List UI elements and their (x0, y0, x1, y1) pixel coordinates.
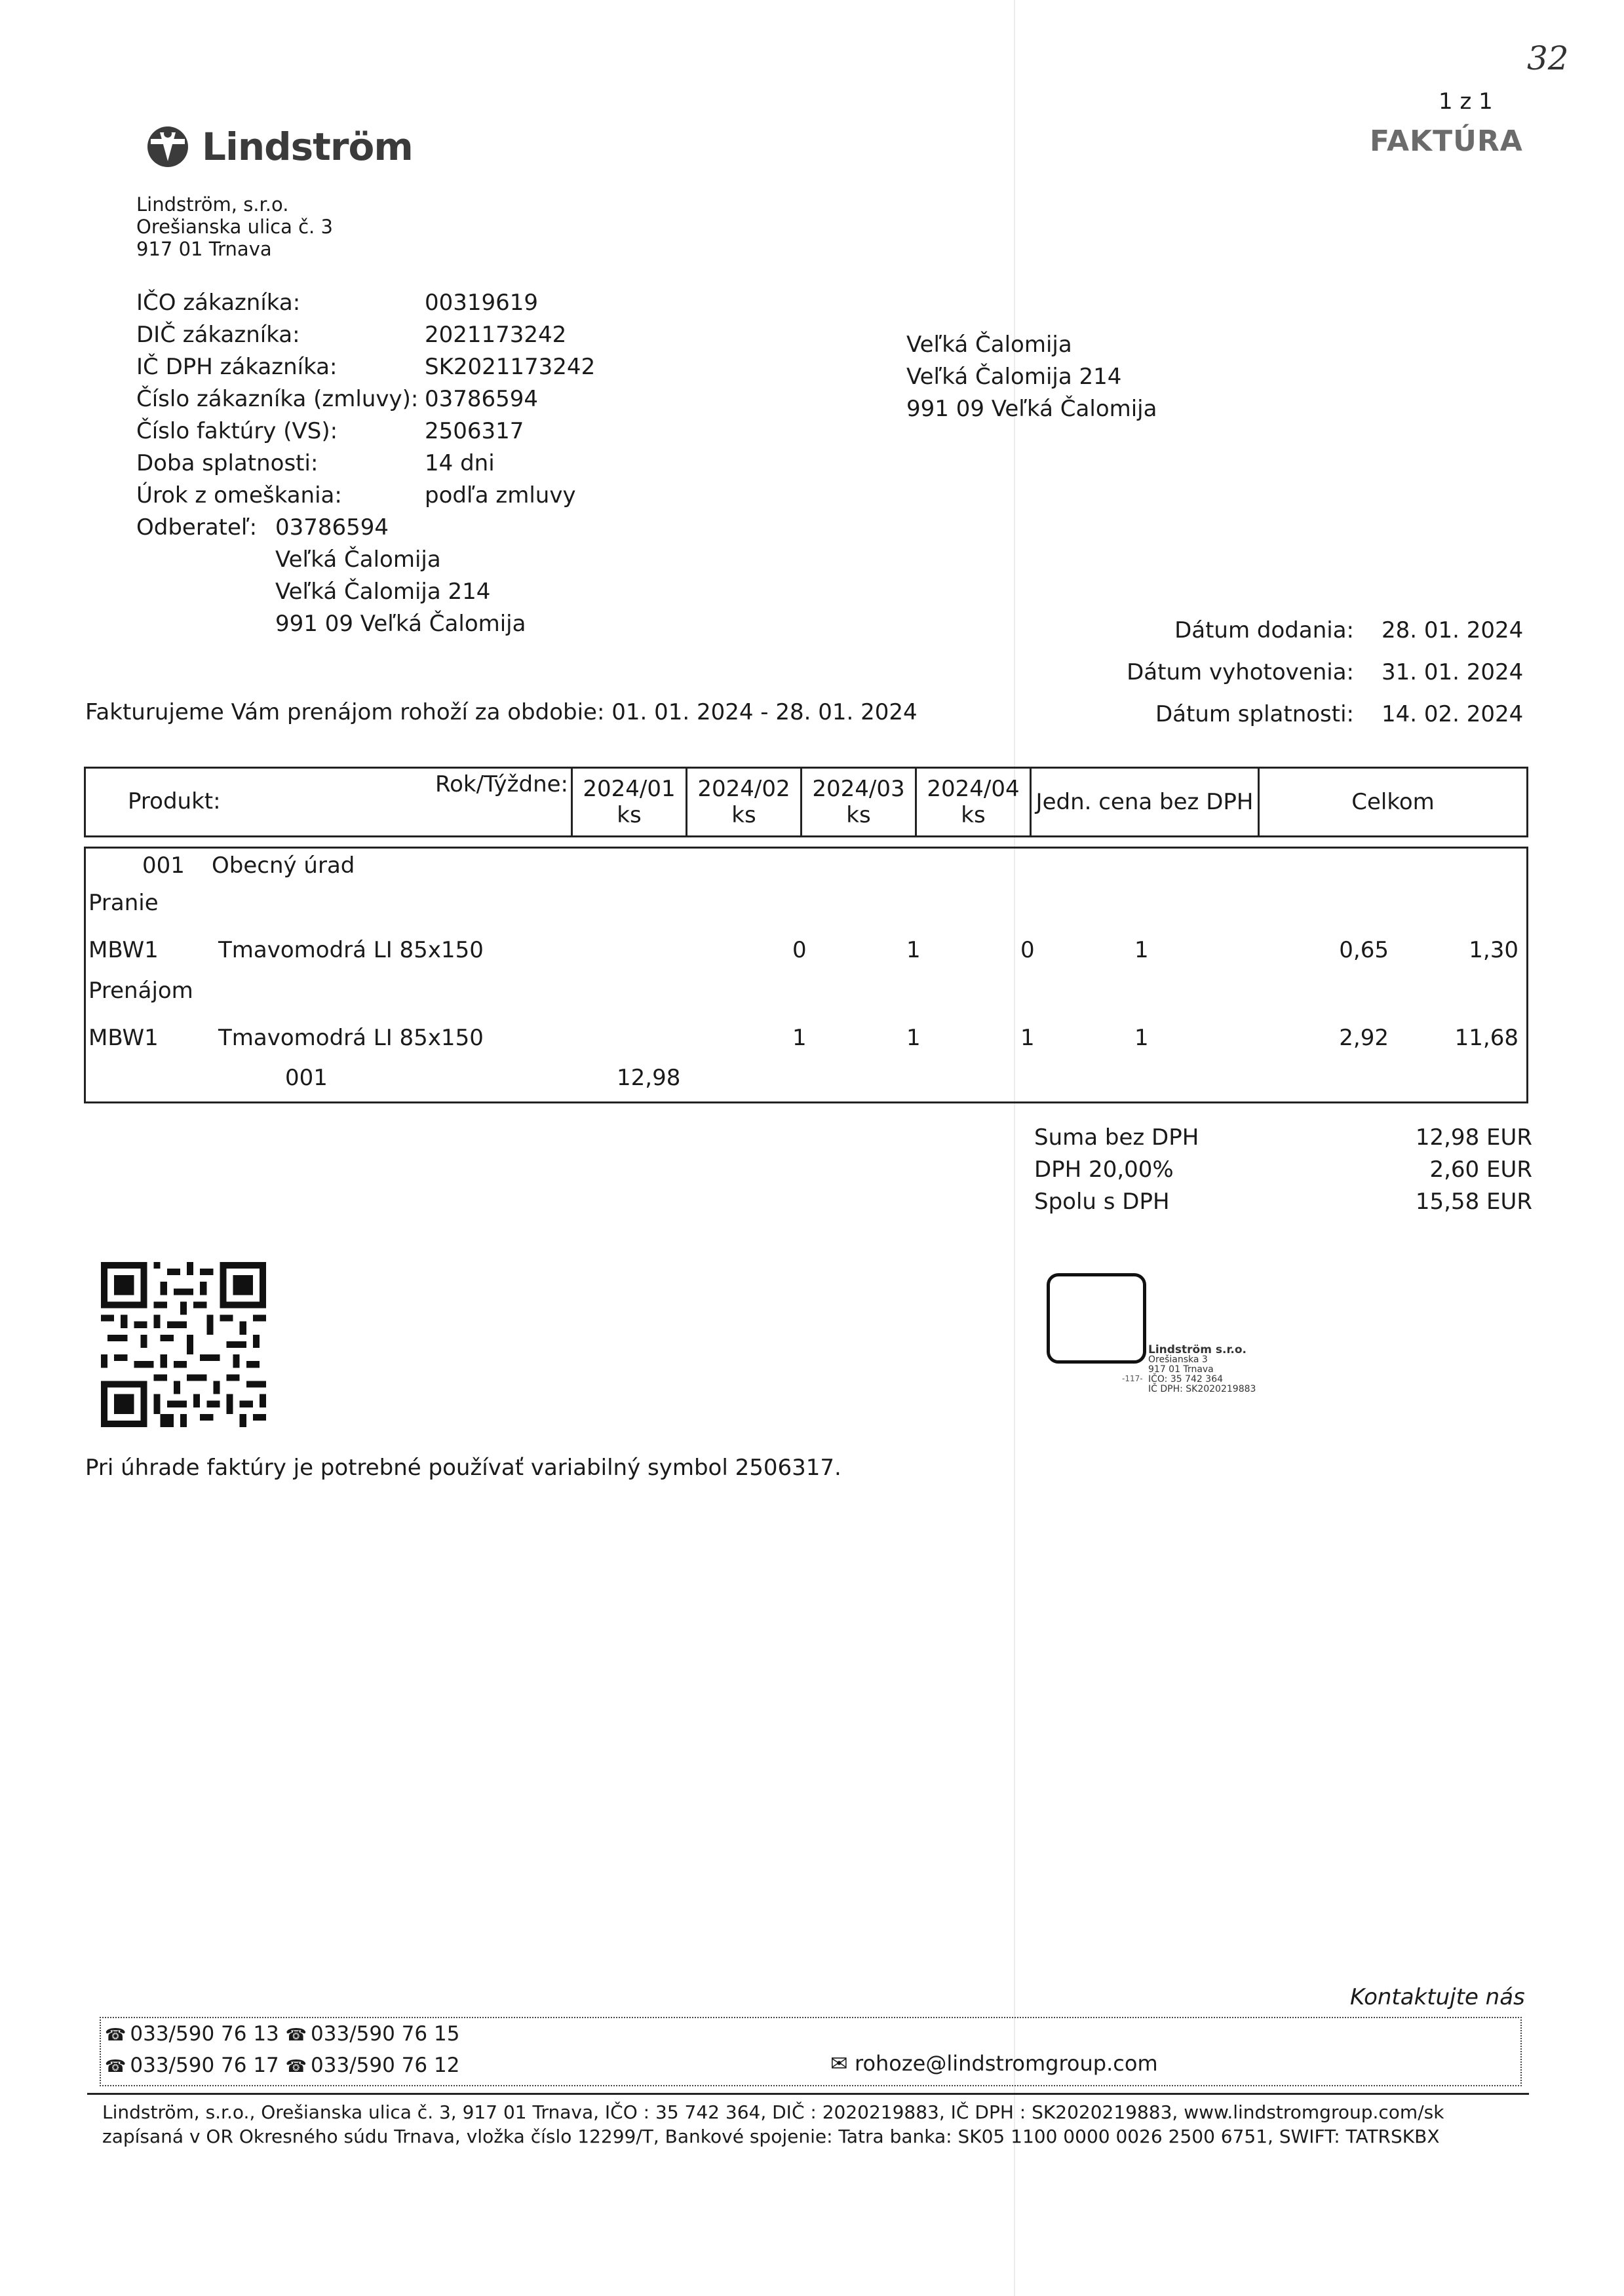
item-unit-price: 0,65 (1339, 937, 1389, 963)
buyer-city: 991 09 Veľká Čalomija (275, 611, 526, 637)
date-label: Dátum dodania: (1174, 617, 1354, 643)
company-stamp-text (1148, 1345, 1256, 1394)
phone-number: 033/590 76 15 (311, 2022, 460, 2046)
item-qty: 1 (792, 1025, 807, 1051)
item-qty: 1 (906, 937, 921, 963)
header-product: Produkt: (128, 788, 221, 814)
header-unit: ks (961, 802, 986, 828)
customer-field-value: SK2021173242 (425, 354, 596, 380)
header-week-cell (802, 768, 916, 837)
header-week: 2024/01 (583, 776, 676, 802)
customer-field-value: 14 dni (425, 450, 495, 476)
section-title: Prenájom (88, 978, 193, 1004)
phone-row (105, 2054, 459, 2077)
footer-line: Lindström, s.r.o., Orešianska ulica č. 3, 917 01 Trnava, IČO : 35 742 364, DIČ : 2020219883, IČ DPH : SK2020219883, www.lindstromgroup.com/sk (102, 2101, 1444, 2123)
header-unit: ks (617, 802, 642, 828)
summary-value: 2,60 EUR (1429, 1157, 1532, 1183)
customer-field-label: Doba splatnosti: (136, 450, 319, 476)
item-code: MBW1 (88, 937, 159, 963)
seller-address (136, 193, 333, 260)
header-week-cell (687, 768, 802, 837)
customer-field-label: IČO zákazníka: (136, 290, 301, 316)
buyer-number: 03786594 (275, 514, 389, 541)
item-qty: 1 (1020, 1025, 1035, 1051)
customer-field-value: 00319619 (425, 290, 539, 316)
customer-field-label: IČ DPH zákazníka: (136, 354, 338, 380)
header-week: 2024/03 (812, 776, 905, 802)
customer-field-label: Úrok z omeškania: (136, 482, 342, 508)
payment-note: Pri úhrade faktúry je potrebné používať variabilný symbol 2506317. (85, 1455, 841, 1481)
summary-label: DPH 20,00% (1034, 1157, 1174, 1183)
stamp-line: Orešianska 3 (1148, 1354, 1208, 1365)
summary-value: 12,98 EUR (1415, 1124, 1532, 1151)
stamp-line: IČ DPH: SK2020219883 (1148, 1384, 1256, 1394)
stamp-side-mark: -117- (1122, 1374, 1143, 1383)
address-street: Veľká Čalomija 214 (906, 364, 1122, 390)
header-total: Celkom (1259, 768, 1528, 837)
customer-field-label: DIČ zákazníka: (136, 322, 300, 348)
buyer-name: Veľká Čalomija (275, 546, 441, 573)
lindstrom-logo-icon (145, 124, 190, 169)
address-city: 991 09 Veľká Čalomija (906, 396, 1157, 422)
subtotal-code: 001 (285, 1065, 328, 1091)
summary-label: Suma bez DPH (1034, 1124, 1199, 1151)
customer-field-label: Číslo faktúry (VS): (136, 418, 338, 444)
header-year-week: Rok/Týždne: (435, 771, 568, 797)
date-value: 31. 01. 2024 (1382, 659, 1524, 685)
seller-street: Orešianska ulica č. 3 (136, 216, 333, 238)
item-description: Tmavomodrá LI 85x150 (218, 937, 484, 963)
items-table-body (84, 847, 1528, 1103)
footer-company-info (102, 2100, 1444, 2149)
summary-value: 15,58 EUR (1415, 1189, 1532, 1215)
buyer-label: Odberateľ: (136, 514, 258, 541)
handwritten-page-mark: 32 (1527, 39, 1569, 77)
stamp-line: IČO: 35 742 364 (1148, 1374, 1224, 1385)
page-number: 1 z 1 (1439, 88, 1493, 115)
billing-period-text: Fakturujeme Vám prenájom rohoží za obdobie: 01. 01. 2024 - 28. 01. 2024 (85, 699, 918, 725)
company-stamp-frame (1047, 1273, 1146, 1364)
stamp-line: 917 01 Trnava (1148, 1364, 1214, 1375)
summary-label: Spolu s DPH (1034, 1189, 1170, 1215)
header-week-cell (572, 768, 687, 837)
header-week-cell (916, 768, 1031, 837)
seller-city: 917 01 Trnava (136, 238, 272, 260)
item-qty: 1 (906, 1025, 921, 1051)
phone-number: 033/590 76 13 (130, 2022, 279, 2046)
phone-icon: ☎ (285, 2057, 307, 2076)
items-table-header (84, 767, 1528, 837)
item-qty: 0 (792, 937, 807, 963)
customer-field-label: Číslo zákazníka (zmluvy): (136, 386, 419, 412)
date-label: Dátum splatnosti: (1155, 701, 1354, 727)
delivery-address (906, 329, 1157, 425)
section-title: Pranie (88, 890, 159, 916)
date-value: 14. 02. 2024 (1382, 701, 1524, 727)
seller-name: Lindström, s.r.o. (136, 193, 289, 216)
date-value: 28. 01. 2024 (1382, 617, 1524, 643)
location-name: Obecný úrad (212, 852, 355, 879)
item-total: 11,68 (1454, 1025, 1518, 1051)
footer-line: zapísaná v OR Okresného súdu Trnava, vložka číslo 12299/T, Bankové spojenie: Tatra banka: SK05 1100 0000 0026 2500 6751, SWIFT: TATRSKBX (102, 2126, 1440, 2147)
phone-icon: ☎ (105, 2057, 126, 2076)
item-code: MBW1 (88, 1025, 159, 1051)
phone-icon: ☎ (105, 2025, 126, 2045)
header-week: 2024/04 (927, 776, 1020, 802)
header-week: 2024/02 (697, 776, 790, 802)
customer-field-value: podľa zmluvy (425, 482, 576, 508)
contact-title: Kontaktujte nás (1350, 1984, 1525, 2010)
company-logo (145, 124, 413, 169)
footer-divider (87, 2093, 1529, 2095)
subtotal-amount: 12,98 (617, 1065, 681, 1091)
header-unit: ks (731, 802, 756, 828)
stamp-line: Lindström s.r.o. (1148, 1343, 1247, 1356)
contact-email[interactable] (830, 2051, 1158, 2076)
header-unit-price: Jedn. cena bez DPH (1031, 768, 1259, 837)
logo-wordmark: Lindström (202, 124, 413, 169)
qr-code-icon (101, 1262, 266, 1427)
item-qty: 0 (1020, 937, 1035, 963)
buyer-street: Veľká Čalomija 214 (275, 579, 491, 605)
contact-box (100, 2017, 1522, 2086)
header-unit: ks (846, 802, 871, 828)
phone-icon: ☎ (285, 2025, 307, 2045)
customer-field-value: 2021173242 (425, 322, 567, 348)
customer-field-value: 03786594 (425, 386, 539, 412)
phone-number: 033/590 76 17 (130, 2054, 279, 2077)
email-address[interactable]: rohoze@lindstromgroup.com (854, 2051, 1158, 2076)
item-total: 1,30 (1469, 937, 1518, 963)
address-name: Veľká Čalomija (906, 332, 1072, 358)
header-product-cell (85, 768, 572, 837)
item-qty: 1 (1134, 1025, 1149, 1051)
item-qty: 1 (1134, 937, 1149, 963)
item-description: Tmavomodrá LI 85x150 (218, 1025, 484, 1051)
item-unit-price: 2,92 (1339, 1025, 1389, 1051)
phone-number: 033/590 76 12 (311, 2054, 460, 2077)
date-label: Dátum vyhotovenia: (1127, 659, 1354, 685)
customer-field-value: 2506317 (425, 418, 524, 444)
document-title: FAKTÚRA (1370, 124, 1523, 158)
phone-row (105, 2022, 459, 2046)
envelope-icon: ✉ (830, 2051, 848, 2076)
location-code: 001 (142, 852, 185, 879)
payment-qr-code (101, 1262, 266, 1430)
